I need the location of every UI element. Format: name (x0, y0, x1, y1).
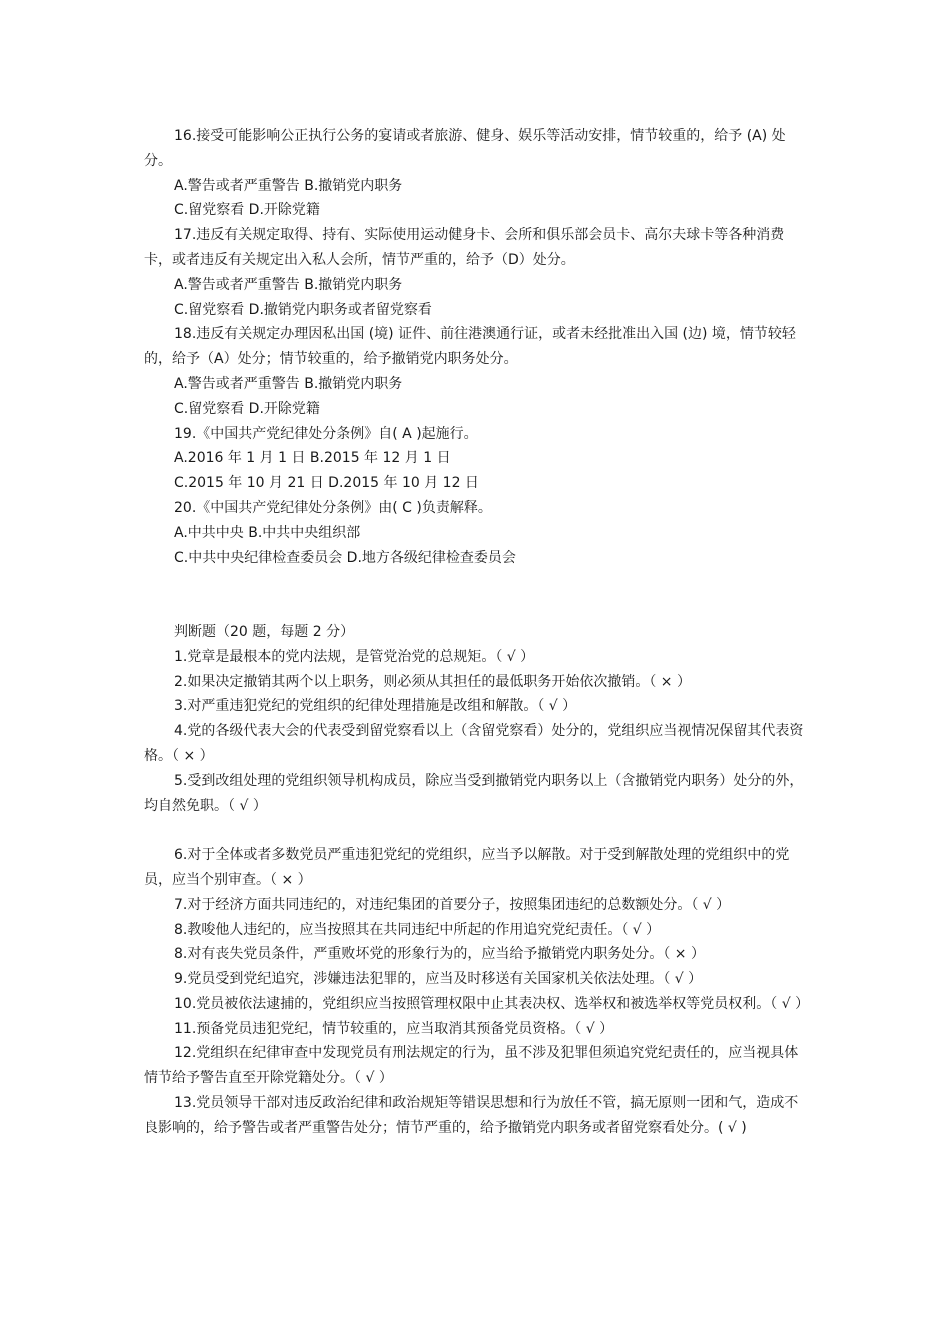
judgment-section-heading: 判断题（20 题，每题 2 分） (174, 623, 355, 640)
section-spacer (144, 570, 812, 620)
judgment-item: 6.对于全体或者多数党员严重违犯党纪的党组织，应当予以解散。对于受到解散处理的党组织中的党员，应当个别审查。（ × ） (144, 847, 790, 888)
question-18-stem: 18.违反有关规定办理因私出国 (境) 证件、前往港澳通行证，或者未经批准出入国 (边) 境，情节较轻的，给予（A）处分；情节较重的，给予撤销党内职务处分。 (144, 326, 796, 368)
judgment-item: 8.对有丧失党员条件，严重败坏党的形象行为的，应当给予撤销党内职务处分。（ × ） (174, 946, 705, 963)
judgment-item: 4.党的各级代表大会的代表受到留党察看以上（含留党察看）处分的，党组织应当视情况保留其代表资格。（ × ） (144, 723, 804, 764)
judgment-item: 9.党员受到党纪追究，涉嫌违法犯罪的，应当及时移送有关国家机关依法处理。（ √ ） (174, 971, 703, 988)
question-19-stem: 19.《中国共产党纪律处分条例》自( A )起施行。 (174, 425, 478, 442)
question-18-options-cd: C.留党察看 D.开除党籍 (174, 400, 320, 417)
judgment-item: 11.预备党员违犯党纪，情节较重的，应当取消其预备党员资格。（ √ ） (174, 1020, 614, 1037)
judgment-item: 3.对严重违犯党纪的党组织的纪律处理措施是改组和解散。（ √ ） (174, 698, 577, 715)
question-17-stem: 17.违反有关规定取得、持有、实际使用运动健身卡、会所和俱乐部会员卡、高尔夫球卡等各种消费卡，或者违反有关规定出入私人会所，情节严重的，给予（D）处分。 (144, 227, 785, 268)
question-16-stem: 16.接受可能影响公正执行公务的宴请或者旅游、健身、娱乐等活动安排，情节较重的，给予 (A) 处分。 (144, 128, 786, 169)
judgment-item: 12.党组织在纪律审查中发现党员有刑法规定的行为，虽不涉及犯罪但须追究党纪责任的，应当视具体情节给予警告直至开除党籍处分。（ √ ） (144, 1045, 799, 1087)
question-20-options-cd: C.中共中央纪律检查委员会 D.地方各级纪律检查委员会 (174, 549, 516, 566)
judgment-item: 5.受到改组处理的党组织领导机构成员，除应当受到撤销党内职务以上（含撤销党内职务）处分的外，均自然免职。（ √ ） (144, 772, 804, 814)
question-19-options-cd: C.2015 年 10 月 21 日 D.2015 年 10 月 12 日 (174, 475, 479, 492)
question-18-options-ab: A.警告或者严重警告 B.撤销党内职务 (174, 375, 403, 392)
judgment-item: 7.对于经济方面共同违纪的，对违纪集团的首要分子，按照集团违纪的总数额处分。（ √ ） (174, 896, 731, 913)
paragraph-spacer (144, 818, 812, 843)
judgment-item: 2.如果决定撤销其两个以上职务，则必须从其担任的最低职务开始依次撤销。（ × ） (174, 673, 691, 690)
question-16-options-cd: C.留党察看 D.开除党籍 (174, 202, 320, 219)
question-20-options-ab: A.中共中央 B.中共中央组织部 (174, 524, 361, 541)
question-16-options-ab: A.警告或者严重警告 B.撤销党内职务 (174, 177, 403, 194)
judgment-item: 13.党员领导干部对违反政治纪律和政治规矩等错误思想和行为放任不管，搞无原则一团和气，造成不良影响的，给予警告或者严重警告处分；情节严重的，给予撤销党内职务或者留党察看处分。( √ ) (144, 1095, 799, 1136)
judgment-item: 1.党章是最根本的党内法规，是管党治党的总规矩。（ √ ） (174, 648, 535, 665)
judgment-item: 8.教唆他人违纪的，应当按照其在共同违纪中所起的作用追究党纪责任。（ √ ） (174, 921, 661, 938)
question-19-options-ab: A.2016 年 1 月 1 日 B.2015 年 12 月 1 日 (174, 450, 451, 467)
document-page (144, 124, 812, 1141)
question-20-stem: 20.《中国共产党纪律处分条例》由( C )负责解释。 (174, 499, 492, 516)
question-17-options-cd: C.留党察看 D.撤销党内职务或者留党察看 (174, 301, 432, 318)
question-17-options-ab: A.警告或者严重警告 B.撤销党内职务 (174, 276, 403, 293)
judgment-item: 10.党员被依法逮捕的，党组织应当按照管理权限中止其表决权、选举权和被选举权等党员权利。（ √ ） (174, 995, 810, 1012)
